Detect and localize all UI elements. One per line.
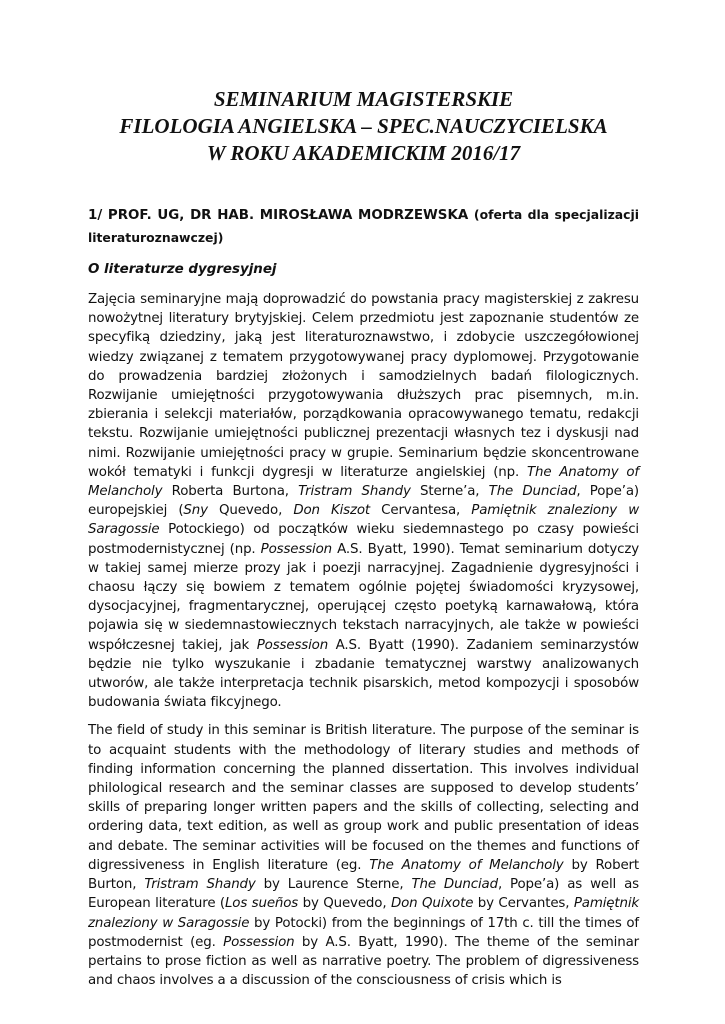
title-line-2: FILOLOGIA ANGIELSKA – SPEC.NAUCZYCIELSKA xyxy=(119,114,608,138)
work-title: Tristram Shandy xyxy=(298,484,411,500)
text-run: by A.S. Byatt, 1990). The theme of the seminar pertains to prose fiction as well as narrative poetry. The problem of digressiveness and chaos involves a a discussion of the consciousness of crisis which is xyxy=(88,934,640,989)
text-run: by Robert Burton, xyxy=(88,857,639,893)
text-run: The field of study in this seminar is British literature. The purpose of the seminar is to acquaint students with the methodology of literary studies and methods of finding information concerning the planned dissertation. This involves individual philological research and the seminar classes are supposed to develop students’ skills of preparing longer written papers and the skills of collecting, selecting and ordering data, text edition, as well as group work and public presentation of ideas and debate. The seminar activities will be focused on the themes and functions of digressiveness in English literature (eg. xyxy=(88,723,639,873)
text-run: Roberta Burtona, xyxy=(162,484,299,500)
section-heading xyxy=(88,204,639,250)
work-title: Tristram Shandy xyxy=(144,877,256,893)
work-title: The Anatomy of Melancholy xyxy=(88,464,639,500)
text-run: A.S. Byatt (1990). Zadaniem seminarzystów będzie nie tylko wyszukanie i zbadanie tematycznej warstwy analizowanych utworów, ale także interpretacja technik pisarskich, metod kompozycji i sposobów budowania świata fikcyjnego. xyxy=(88,637,639,711)
work-title: The Dunciad xyxy=(411,877,498,893)
work-title: The Dunciad xyxy=(488,484,577,500)
text-run: by Quevedo, xyxy=(298,896,391,912)
text-run: by Potocki) from the beginnings of 17th c. till the times of postmodernist (eg. xyxy=(88,915,639,950)
text-run: by Cervantes, xyxy=(473,896,574,912)
english-paragraph xyxy=(88,721,639,990)
document-page xyxy=(88,86,639,990)
text-run: , Pope’a) as well as European literature ( xyxy=(88,877,640,912)
polish-paragraph xyxy=(88,290,639,712)
work-title: Possession xyxy=(256,637,329,653)
title-line-3: W ROKU AKADEMICKIM 2016/17 xyxy=(206,141,521,165)
text-run: Quevedo, xyxy=(207,503,294,519)
work-title: Possession xyxy=(223,934,295,950)
text-run: Potockiego) od początków wieku siedemnastego po czasy powieści postmodernistycznej (np. xyxy=(88,522,639,557)
text-run: A.S. Byatt, 1990). Temat seminarium dotyczy w takiej samej mierze prozy jak i poezji narracyjnej. Zagadnienie dygresyjności i chaosu łączy się bowiem z tematem ogólnie pojętej świadomości kryzysowej, dysocjacyjnej, fragmentarycznej, operującej często poetyką karnawałową, która pojawia się w siedemnastowiecznych tekstach narracyjnych, ale także w powieści współczesnej takiej, jak xyxy=(88,541,639,653)
work-title: Don Quixote xyxy=(390,896,474,912)
work-title: Don Kiszot xyxy=(293,503,371,519)
work-title: The Anatomy of Melancholy xyxy=(369,857,564,873)
document-title xyxy=(88,86,639,167)
text-run: , Pope’a) europejskiej ( xyxy=(88,484,639,519)
work-title: Sny xyxy=(183,503,208,519)
text-run: Cervantesa, xyxy=(370,503,472,519)
section-topic: O literaturze dygresyjnej xyxy=(88,262,277,277)
work-title: Pamiętnik znaleziony w Saragossie xyxy=(88,896,639,931)
section-heading-note: (oferta dla specjalizacji literaturoznawczej) xyxy=(88,207,639,245)
title-line-1: SEMINARIUM MAGISTERSKIE xyxy=(213,87,514,111)
section-heading-main: 1/ PROF. UG, DR HAB. MIROSŁAWA MODRZEWSKA xyxy=(88,208,469,223)
text-run: by Laurence Sterne, xyxy=(255,877,412,893)
work-title: Possession xyxy=(260,541,332,557)
text-run: Zajęcia seminaryjne mają doprowadzić do powstania pracy magisterskiej z zakresu nowożytnej literatury brytyjskiej. Celem przedmiotu jest zapoznanie studentów ze specyfiką dziedziny, jaką jest literaturoznawstwo, i zdobycie uszczegółowionej wiedzy związanej z tematem przygotowywanej pracy dyplomowej. Przygotowanie do prowadzenia bardziej złożonych i samodzielnych badań filologicznych. Rozwijanie umiejętności przygotowywania dłuższych prac pisemnych, m.in. zbierania i selekcji materiałów, porządkowania opracowywanego tematu, redakcji tekstu. Rozwijanie umiejętności publicznej prezentacji własnych tez i dyskusji nad nimi. Rozwijanie umiejętności pracy w grupie. Seminarium będzie skoncentrowane wokół tematyki i funkcji dygresji w literaturze angielskiej (np. xyxy=(88,292,639,480)
work-title: Pamiętnik znaleziony w Saragossie xyxy=(88,503,640,538)
text-run: Sterne’a, xyxy=(410,484,489,500)
work-title: Los sueños xyxy=(224,896,299,912)
